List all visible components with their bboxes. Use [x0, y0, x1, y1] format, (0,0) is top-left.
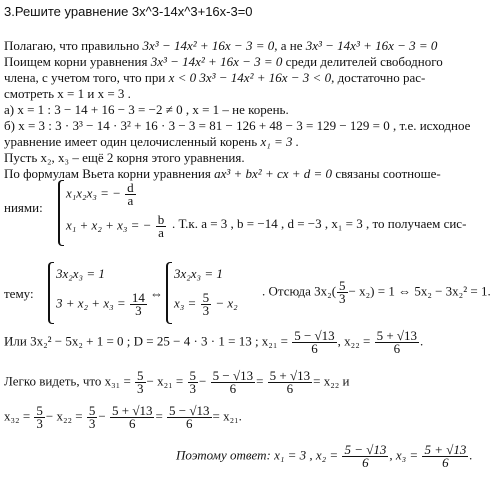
denominator: 6 — [229, 381, 237, 396]
system-b-row-2 — [174, 292, 238, 317]
text: x₁ + x₂ + x₃ = − — [66, 217, 152, 233]
vieta-row-1 — [66, 182, 137, 207]
text: . Отсюда 3x₂( — [262, 283, 337, 299]
denominator: 3 — [202, 303, 210, 318]
denominator: a — [158, 225, 164, 240]
text: , x₂₂ = — [337, 333, 371, 349]
denominator: 6 — [286, 381, 294, 396]
numerator: 5 + √13 — [111, 403, 153, 418]
text: По формулам Вьета корни уравнения — [4, 166, 211, 181]
text: = x₂₂ и — [313, 373, 350, 389]
denominator: 3 — [339, 291, 346, 306]
fraction — [156, 214, 167, 239]
equivalence-arrow: ⇔ — [150, 286, 163, 301]
text: − — [98, 408, 106, 424]
fraction — [375, 330, 419, 355]
text: б) x = 3 : 3 · 3³ − 14 · 3² + 16 · 3 − 3 = 81 − 126 + 48 − 3 = 129 − 129 = 0 , — [4, 118, 397, 133]
fraction — [268, 370, 312, 395]
text: = — [256, 373, 264, 389]
text: члена, с учетом того, что при — [4, 70, 166, 85]
text: − x₂ — [215, 295, 238, 311]
problem-title: 3.Решите уравнение 3x^3-14x^3+16x-3=0 — [4, 4, 253, 19]
fraction — [337, 280, 348, 305]
denominator: 6 — [442, 455, 449, 470]
vieta-system — [58, 180, 168, 246]
text: x₁x₂x₃ = − — [66, 185, 121, 201]
brace — [58, 180, 64, 246]
numerator: 5 — [36, 403, 43, 418]
denominator: 3 — [135, 303, 142, 318]
text: − x₂) = 1 ⇔ 5x₂ − 3x₂² = 1. — [348, 283, 491, 299]
text: 3x₂x₃ = 1 — [56, 266, 105, 281]
equation: 3x³ − 14x³ + 16x − 3 = 0 — [305, 38, 438, 53]
fraction — [342, 444, 388, 469]
equation: 3x³ − 14x² + 16x − 3 = 0 — [142, 38, 275, 53]
line-8: Пусть x₂, x₃ – ещё 2 корня этого уравнения. — [4, 150, 245, 165]
text: − x₂₁ = — [146, 373, 184, 389]
numerator: 5 — [137, 368, 144, 383]
text: Или 3x₂² − 5x₂ + 1 = 0 ; D = 25 − 4 · 3 · 1 = 13 ; x₂₁ = — [4, 333, 288, 349]
numerator: 5 — [202, 290, 210, 305]
denominator: 3 — [137, 381, 144, 396]
text: 3x₂x₃ = 1 — [174, 266, 223, 281]
text: Полагаю, что правильно — [4, 38, 140, 53]
text: = — [155, 408, 163, 424]
text: , x₃ = — [389, 447, 419, 463]
fraction — [130, 292, 147, 317]
line-7 — [4, 134, 496, 150]
numerator: b — [157, 212, 165, 227]
fraction — [188, 370, 199, 395]
numerator: 5 — [88, 403, 96, 418]
text: , а не — [274, 38, 303, 53]
text: , достаточно рас- — [331, 70, 426, 85]
answer-line — [176, 444, 496, 469]
fraction — [87, 405, 98, 430]
fraction — [135, 370, 146, 395]
text: Поэтому ответ: x₁ = 3 , x₂ = — [176, 447, 339, 463]
fraction — [125, 182, 136, 207]
line-4: смотреть x = 1 и x = 3 . — [4, 86, 131, 101]
brace — [166, 262, 172, 324]
text: уравнение имеет один целочисленный корень — [4, 134, 258, 149]
numerator: 14 — [131, 290, 145, 305]
text: = x₂₁. — [212, 408, 242, 424]
line-2 — [4, 54, 496, 70]
line-13 — [4, 370, 496, 395]
numerator: 5 − √13 — [212, 368, 254, 383]
line-11-after — [262, 280, 496, 305]
line-10-label: ниями: — [4, 200, 43, 215]
text: связаны соотноше- — [335, 166, 441, 181]
numerator: 5 − √13 — [344, 442, 387, 457]
numerator: 5 + √13 — [424, 442, 467, 457]
text: x₃₂ = — [4, 408, 31, 424]
denominator: 3 — [88, 416, 96, 431]
text: . — [420, 333, 424, 349]
denominator: 3 — [36, 416, 43, 431]
text: среди делителей свободного — [285, 54, 443, 69]
fraction — [34, 405, 45, 430]
text: Поищем корни уравнения — [4, 54, 148, 69]
text: Легко видеть, что x₃₁ = — [4, 373, 131, 389]
numerator: 5 − √13 — [169, 403, 210, 418]
denominator: 6 — [362, 455, 369, 470]
equation: 3x³ − 14x² + 16x − 3 = 0 — [150, 54, 283, 69]
denominator: 3 — [189, 381, 197, 396]
system-a-row-2 — [56, 292, 148, 317]
numerator: 5 — [189, 368, 197, 383]
condition: x < 0 3x³ − 14x² + 16x − 3 < 0 — [168, 70, 332, 85]
text: т.е. исходное — [399, 118, 471, 133]
fraction — [110, 405, 154, 430]
numerator: d — [127, 180, 134, 195]
denominator: 6 — [128, 416, 136, 431]
fraction — [201, 292, 212, 317]
line-12 — [4, 330, 496, 355]
brace — [48, 262, 54, 324]
denominator: 6 — [393, 341, 401, 356]
text: 3 + x₂ + x₃ = — [56, 295, 126, 311]
text: . — [469, 447, 473, 463]
line-1 — [4, 38, 496, 54]
denominator: 6 — [186, 416, 193, 431]
fraction — [292, 330, 336, 355]
line-11-label: тему: — [4, 286, 34, 301]
text: − — [199, 373, 207, 389]
system-a — [48, 262, 158, 324]
equation: x₁ = 3 . — [260, 134, 300, 149]
numerator: 5 + √13 — [376, 328, 418, 343]
equation: ax³ + bx² + cx + d = 0 — [214, 166, 333, 181]
text: − x₂₂ = — [45, 408, 83, 424]
denominator: a — [127, 193, 134, 208]
line-5: а) x = 1 : 3 − 14 + 16 − 3 = −2 ≠ 0 , x = 1 – не корень. — [4, 102, 289, 117]
numerator: 5 − √13 — [294, 328, 335, 343]
line-3 — [4, 70, 496, 86]
system-a-row-1 — [56, 266, 105, 282]
line-6 — [4, 118, 496, 134]
fraction — [422, 444, 468, 469]
numerator: 5 + √13 — [269, 368, 311, 383]
fraction — [167, 405, 211, 430]
fraction — [211, 370, 255, 395]
denominator: 6 — [311, 341, 318, 356]
system-b-row-1 — [174, 266, 223, 282]
system-b — [166, 262, 266, 324]
text: x₃ = — [174, 295, 197, 311]
line-10-after: . Т.к. a = 3 , b = −14 , d = −3 , x₁ = 3 , то получаем сис- — [172, 216, 467, 231]
numerator: 5 — [339, 278, 346, 293]
vieta-row-2 — [66, 214, 167, 239]
line-14 — [4, 405, 496, 430]
